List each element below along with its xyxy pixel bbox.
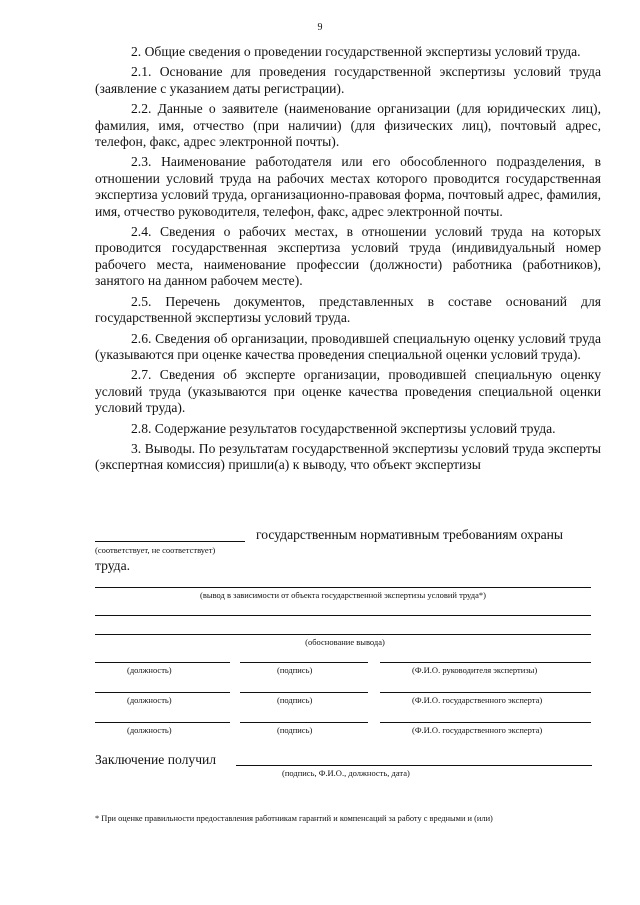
compliance-caption: (соответствует, не соответствует)	[95, 545, 216, 555]
received-label: Заключение получил	[95, 752, 217, 767]
position-line-2[interactable]	[95, 692, 230, 693]
compliance-blank[interactable]	[95, 541, 245, 542]
conclusion-caption: (вывод в зависимости от объекта государственной экспертизы условий труда*)	[200, 590, 486, 600]
document-body	[95, 44, 601, 474]
paragraph-2-5: 2.5. Перечень документов, представленных в составе оснований для государственной экспертизы условий труда.	[95, 293, 601, 326]
conclusion-line-2[interactable]	[95, 615, 591, 616]
position-line-1[interactable]	[95, 662, 230, 663]
position-caption-2: (должность)	[127, 695, 172, 705]
position-caption-1: (должность)	[127, 665, 172, 675]
name-line-3[interactable]	[380, 722, 591, 723]
justification-line[interactable]	[95, 634, 591, 635]
signature-line-1[interactable]	[240, 662, 368, 663]
received-caption: (подпись, Ф.И.О., должность, дата)	[282, 768, 410, 778]
position-line-3[interactable]	[95, 722, 230, 723]
name-caption-3: (Ф.И.О. государственного эксперта)	[412, 725, 543, 735]
footnote: * При оценке правильности предоставления работникам гарантий и компенсаций за работу с вредными и (или)	[95, 814, 493, 823]
justification-caption: (обоснование вывода)	[305, 637, 385, 647]
paragraph-2-2: 2.2. Данные о заявителе (наименование организации (для юридических лиц), фамилия, имя, отчество (при наличии) (для физических лиц), почтовый адрес, телефон, факс, адрес электронной почты).	[95, 101, 601, 150]
name-line-1[interactable]	[380, 662, 591, 663]
labor-word: труда.	[95, 558, 131, 573]
signature-caption-3: (подпись)	[277, 725, 313, 735]
position-caption-3: (должность)	[127, 725, 172, 735]
conclusion-line[interactable]	[95, 587, 591, 588]
paragraph-2-4: 2.4. Сведения о рабочих местах, в отношении условий труда на которых проводится государственная экспертиза условий труда (индивидуальный номер рабочего места, наименование профессии (должности) работника (работников), занятого на данном рабочем месте).	[95, 224, 601, 289]
signature-caption-2: (подпись)	[277, 695, 313, 705]
received-line[interactable]	[236, 765, 592, 766]
page-number: 9	[317, 22, 323, 33]
paragraph-2-7: 2.7. Сведения об эксперте организации, проводившей специальную оценку условий труда (указываются при оценке качества проведения специальной оценки условий труда).	[95, 367, 601, 416]
paragraph-2-3: 2.3. Наименование работодателя или его обособленного подразделения, в отношении условий труда на рабочих местах которого проводится государственная экспертиза условий труда, организационно-правовая форма, почтовый адрес, фамилия, имя, отчество руководителя, телефон, факс, адрес электронной почты.	[95, 154, 601, 219]
compliance-text: государственным нормативным требованиям охраны	[256, 527, 564, 542]
paragraph-2-6: 2.6. Сведения об организации, проводившей специальную оценку условий труда (указываются при оценке качества проведения специальной оценки условий труда).	[95, 330, 601, 362]
paragraph-2-8: 2.8. Содержание результатов государственной экспертизы условий труда.	[131, 420, 556, 436]
name-line-2[interactable]	[380, 692, 591, 693]
signature-line-3[interactable]	[240, 722, 368, 723]
paragraph-2: 2. Общие сведения о проведении государственной экспертизы условий труда.	[131, 44, 581, 59]
signature-line-2[interactable]	[240, 692, 368, 693]
name-caption-2: (Ф.И.О. государственного эксперта)	[412, 695, 543, 705]
signature-caption-1: (подпись)	[277, 665, 313, 675]
name-caption-1: (Ф.И.О. руководителя экспертизы)	[412, 665, 538, 675]
paragraph-2-1: 2.1. Основание для проведения государственной экспертизы условий труда (заявление с указанием даты регистрации).	[95, 64, 601, 96]
paragraph-3-conclusions: 3. Выводы. По результатам государственной экспертизы условий труда эксперты (экспертная комиссия) пришли(а) к выводу, что объект экспертизы	[95, 440, 601, 473]
